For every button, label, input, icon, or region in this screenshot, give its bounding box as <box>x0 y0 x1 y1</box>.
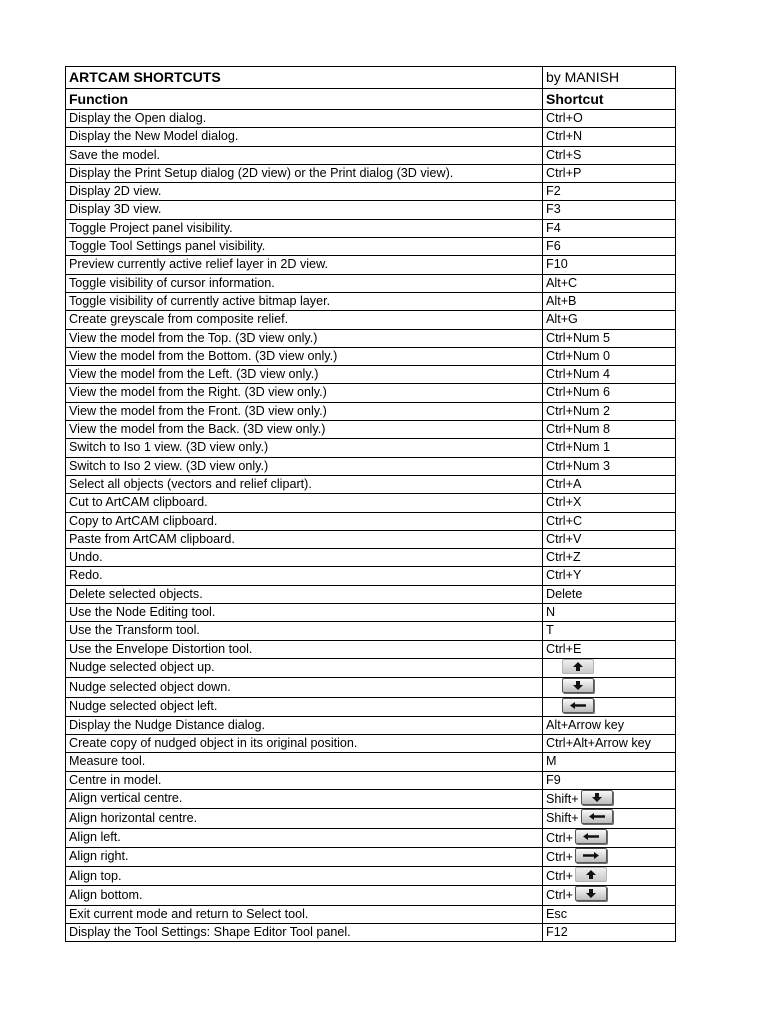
function-cell: View the model from the Left. (3D view only.) <box>66 366 543 384</box>
arrow-down-key-icon <box>575 886 607 901</box>
function-cell: Align horizontal centre. <box>66 809 543 828</box>
function-cell: Measure tool. <box>66 753 543 771</box>
header-row <box>66 89 676 110</box>
function-cell: Create copy of nudged object in its original position. <box>66 735 543 753</box>
function-cell: Toggle visibility of currently active bitmap layer. <box>66 292 543 310</box>
shortcut-text: Alt+B <box>546 293 577 308</box>
shortcut-text: F3 <box>546 202 561 217</box>
shortcut-cell <box>543 530 676 548</box>
function-cell: Nudge selected object down. <box>66 678 543 697</box>
shortcut-text: Ctrl+Num 4 <box>546 367 611 382</box>
table-row <box>66 311 676 329</box>
table-row <box>66 847 676 866</box>
function-cell: Nudge selected object up. <box>66 658 543 677</box>
table-row <box>66 329 676 347</box>
shortcut-text: Ctrl+P <box>546 165 582 180</box>
table-row <box>66 549 676 567</box>
shortcut-text: Ctrl+Num 0 <box>546 348 611 363</box>
table-row <box>66 735 676 753</box>
shortcut-text: Delete <box>546 586 583 601</box>
shortcut-cell <box>543 183 676 201</box>
shortcut-cell <box>543 886 676 905</box>
arrow-left-key-icon <box>562 698 594 713</box>
shortcut-text: F12 <box>546 925 568 940</box>
shortcut-cell <box>543 164 676 182</box>
sheet-title: ARTCAM SHORTCUTS <box>66 67 543 89</box>
function-cell: View the model from the Back. (3D view only.) <box>66 421 543 439</box>
arrow-right-key-icon <box>575 848 607 863</box>
shortcut-text: Alt+G <box>546 312 578 327</box>
table-row <box>66 457 676 475</box>
shortcut-text: Ctrl+ <box>546 888 573 903</box>
table-row <box>66 475 676 493</box>
table-row <box>66 530 676 548</box>
shortcut-cell <box>543 110 676 128</box>
shortcut-cell <box>543 697 676 716</box>
table-row <box>66 886 676 905</box>
function-cell: Delete selected objects. <box>66 585 543 603</box>
shortcut-text: N <box>546 605 556 620</box>
shortcut-text: Ctrl+V <box>546 531 582 546</box>
shortcut-cell <box>543 716 676 734</box>
shortcut-text: M <box>546 754 557 769</box>
table-row <box>66 809 676 828</box>
shortcut-cell <box>543 809 676 828</box>
title-row <box>66 67 676 89</box>
shortcut-text: F9 <box>546 772 561 787</box>
table-row <box>66 753 676 771</box>
arrow-left-key-icon <box>581 809 613 824</box>
function-cell: Use the Transform tool. <box>66 622 543 640</box>
shortcut-cell <box>543 128 676 146</box>
table-row <box>66 924 676 942</box>
function-cell: Toggle Project panel visibility. <box>66 219 543 237</box>
table-row <box>66 604 676 622</box>
function-cell: Paste from ArtCAM clipboard. <box>66 530 543 548</box>
shortcut-text: Ctrl+X <box>546 495 582 510</box>
table-row <box>66 640 676 658</box>
function-cell: Display the Open dialog. <box>66 110 543 128</box>
table-row <box>66 585 676 603</box>
column-header-function: Function <box>66 89 543 110</box>
shortcut-cell <box>543 366 676 384</box>
function-cell: Use the Node Editing tool. <box>66 604 543 622</box>
function-cell: Preview currently active relief layer in 2D view. <box>66 256 543 274</box>
function-cell: Select all objects (vectors and relief clipart). <box>66 475 543 493</box>
shortcut-cell <box>543 867 676 886</box>
function-cell: Switch to Iso 2 view. (3D view only.) <box>66 457 543 475</box>
table-row <box>66 238 676 256</box>
function-cell: Align bottom. <box>66 886 543 905</box>
shortcut-cell <box>543 847 676 866</box>
shortcut-cell <box>543 475 676 493</box>
table-row <box>66 905 676 923</box>
shortcut-cell <box>543 439 676 457</box>
table-row <box>66 256 676 274</box>
shortcut-text: Ctrl+O <box>546 111 583 125</box>
shortcut-text: Shift+ <box>546 791 579 806</box>
function-cell: Switch to Iso 1 view. (3D view only.) <box>66 439 543 457</box>
arrow-up-key-icon <box>575 867 607 882</box>
function-cell: View the model from the Front. (3D view only.) <box>66 402 543 420</box>
table-row <box>66 697 676 716</box>
table-row <box>66 183 676 201</box>
shortcut-text: Ctrl+A <box>546 476 582 491</box>
shortcut-text: Ctrl+Num 5 <box>546 330 611 345</box>
table-row <box>66 622 676 640</box>
shortcut-text: Shift+ <box>546 811 579 826</box>
arrow-down-key-icon <box>562 678 594 693</box>
shortcuts-table-body <box>66 67 676 942</box>
shortcut-cell <box>543 678 676 697</box>
shortcut-cell <box>543 256 676 274</box>
shortcut-text: Ctrl+Num 2 <box>546 403 611 418</box>
shortcut-text: Ctrl+Z <box>546 550 581 565</box>
shortcut-cell <box>543 905 676 923</box>
shortcut-text: Ctrl+Num 8 <box>546 422 611 437</box>
function-cell: Display the New Model dialog. <box>66 128 543 146</box>
table-row <box>66 716 676 734</box>
table-row <box>66 292 676 310</box>
shortcut-text: Alt+C <box>546 275 578 290</box>
function-cell: Display 2D view. <box>66 183 543 201</box>
table-row <box>66 512 676 530</box>
function-cell: Cut to ArtCAM clipboard. <box>66 494 543 512</box>
shortcut-cell <box>543 146 676 164</box>
table-row <box>66 789 676 808</box>
function-cell: Display the Nudge Distance dialog. <box>66 716 543 734</box>
shortcut-cell <box>543 457 676 475</box>
shortcut-cell <box>543 585 676 603</box>
table-row <box>66 201 676 219</box>
shortcut-cell <box>543 549 676 567</box>
shortcut-text: T <box>546 623 554 638</box>
function-cell: Toggle visibility of cursor information. <box>66 274 543 292</box>
shortcut-text: Ctrl+Alt+Arrow key <box>546 736 651 751</box>
shortcut-cell <box>543 347 676 365</box>
shortcut-cell <box>543 789 676 808</box>
shortcut-text: Ctrl+ <box>546 869 573 884</box>
shortcut-cell <box>543 604 676 622</box>
shortcut-cell <box>543 622 676 640</box>
shortcut-cell <box>543 402 676 420</box>
shortcut-cell <box>543 771 676 789</box>
arrow-up-key-icon <box>562 659 594 674</box>
function-cell: Align top. <box>66 867 543 886</box>
function-cell: Create greyscale from composite relief. <box>66 311 543 329</box>
shortcut-text: F10 <box>546 257 568 272</box>
table-row <box>66 274 676 292</box>
shortcut-text: Ctrl+S <box>546 147 582 162</box>
table-row <box>66 128 676 146</box>
table-row <box>66 366 676 384</box>
shortcut-text: Ctrl+C <box>546 513 583 528</box>
shortcut-cell <box>543 735 676 753</box>
shortcut-cell <box>543 924 676 942</box>
function-cell: Redo. <box>66 567 543 585</box>
shortcut-cell <box>543 828 676 847</box>
table-row <box>66 402 676 420</box>
shortcut-cell <box>543 238 676 256</box>
table-row <box>66 678 676 697</box>
table-row <box>66 347 676 365</box>
function-cell: Undo. <box>66 549 543 567</box>
function-cell: Save the model. <box>66 146 543 164</box>
shortcut-text: Esc <box>546 906 567 921</box>
table-row <box>66 867 676 886</box>
arrow-left-key-icon <box>575 829 607 844</box>
shortcut-cell <box>543 329 676 347</box>
function-cell: View the model from the Top. (3D view only.) <box>66 329 543 347</box>
table-row <box>66 146 676 164</box>
table-row <box>66 421 676 439</box>
table-row <box>66 110 676 128</box>
shortcut-text: Alt+Arrow key <box>546 717 625 732</box>
shortcut-cell <box>543 311 676 329</box>
function-cell: View the model from the Right. (3D view only.) <box>66 384 543 402</box>
function-cell: Align right. <box>66 847 543 866</box>
table-row <box>66 567 676 585</box>
shortcut-cell <box>543 640 676 658</box>
shortcut-cell <box>543 274 676 292</box>
column-header-shortcut: Shortcut <box>543 89 676 110</box>
function-cell: Copy to ArtCAM clipboard. <box>66 512 543 530</box>
shortcut-text: Ctrl+N <box>546 129 583 144</box>
function-cell: Toggle Tool Settings panel visibility. <box>66 238 543 256</box>
function-cell: Display 3D view. <box>66 201 543 219</box>
shortcut-text: Ctrl+ <box>546 830 573 845</box>
shortcut-cell <box>543 567 676 585</box>
table-row <box>66 494 676 512</box>
function-cell: Align left. <box>66 828 543 847</box>
function-cell: View the model from the Bottom. (3D view only.) <box>66 347 543 365</box>
table-row <box>66 658 676 677</box>
shortcut-text: Ctrl+Y <box>546 568 582 583</box>
shortcut-cell <box>543 494 676 512</box>
shortcut-cell <box>543 421 676 439</box>
table-row <box>66 384 676 402</box>
shortcut-text: Ctrl+Num 3 <box>546 458 611 473</box>
arrow-down-key-icon <box>581 790 613 805</box>
shortcut-cell <box>543 658 676 677</box>
function-cell: Display the Tool Settings: Shape Editor Tool panel. <box>66 924 543 942</box>
function-cell: Centre in model. <box>66 771 543 789</box>
function-cell: Display the Print Setup dialog (2D view) or the Print dialog (3D view). <box>66 164 543 182</box>
function-cell: Exit current mode and return to Select tool. <box>66 905 543 923</box>
function-cell: Nudge selected object left. <box>66 697 543 716</box>
sheet-author: by MANISH <box>543 67 676 89</box>
shortcut-text: F2 <box>546 184 561 199</box>
shortcut-cell <box>543 219 676 237</box>
table-row <box>66 164 676 182</box>
shortcut-cell <box>543 512 676 530</box>
shortcut-text: Ctrl+Num 6 <box>546 385 611 400</box>
shortcut-cell <box>543 292 676 310</box>
shortcut-text: F4 <box>546 220 561 235</box>
shortcut-cell <box>543 753 676 771</box>
table-row <box>66 219 676 237</box>
shortcut-cell <box>543 201 676 219</box>
shortcut-text: Ctrl+E <box>546 641 582 656</box>
shortcut-cell <box>543 384 676 402</box>
shortcut-text: Ctrl+ <box>546 849 573 864</box>
function-cell: Align vertical centre. <box>66 789 543 808</box>
table-row <box>66 828 676 847</box>
table-row <box>66 771 676 789</box>
shortcut-text: F6 <box>546 239 561 254</box>
shortcut-text: Ctrl+Num 1 <box>546 440 611 455</box>
shortcuts-table <box>65 66 676 942</box>
table-row <box>66 439 676 457</box>
function-cell: Use the Envelope Distortion tool. <box>66 640 543 658</box>
